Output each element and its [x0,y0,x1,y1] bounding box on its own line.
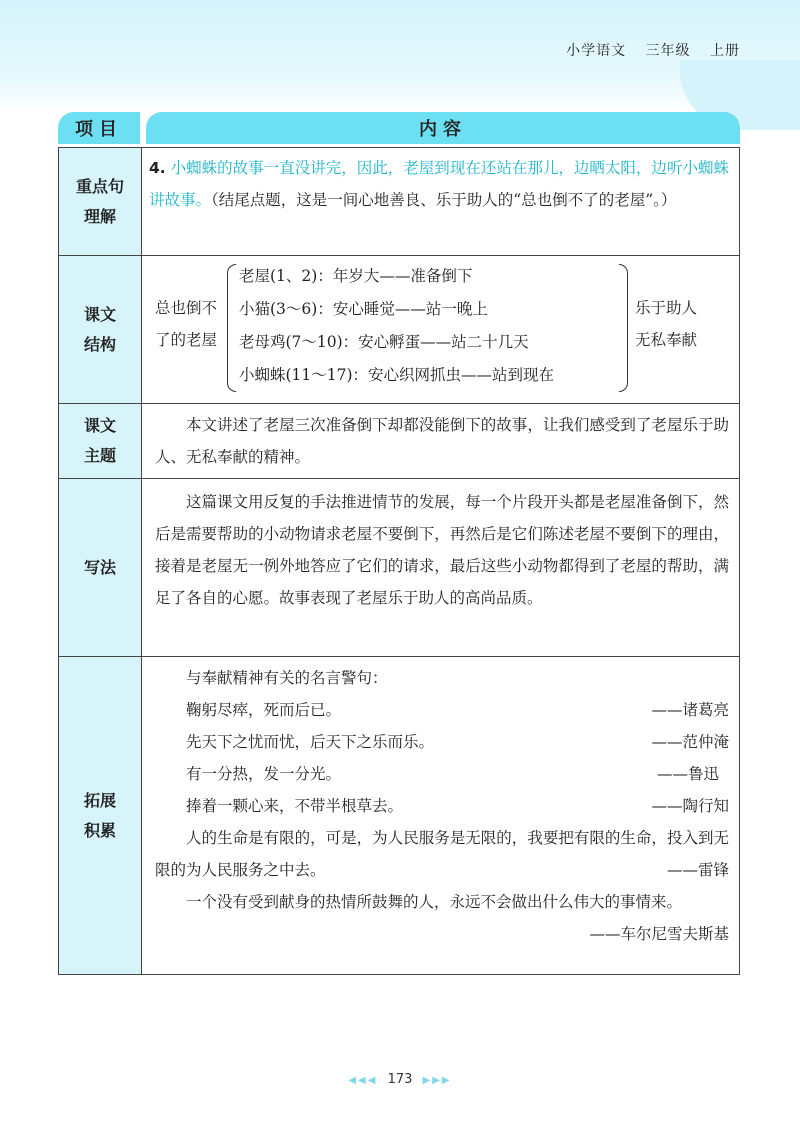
quote-line [155,726,729,758]
row-label-key-sentence [59,148,142,255]
quote-author: ——诸葛亮 [651,701,729,719]
structure-diagram [155,256,729,403]
quote-author: ——鲁迅 [656,765,719,783]
long-quote-text: 人的生命是有限的，可是，为人民服务是无限的，我要把有限的生命，投入到无限的为人民服务之中去。 [155,829,729,879]
book-info [552,40,740,60]
writing-content [155,486,729,656]
quote-author: ——范仲淹 [651,733,729,751]
table-header-content-label: 内容 [419,119,467,140]
long-quote-text: 一个没有受到献身的热情所鼓舞的人，永远不会做出什么伟大的事情来。 [186,893,683,911]
structure-item: 老母鸡(7～10)：安心孵蛋——站二十几天 [239,333,529,351]
table-row [59,255,739,403]
quote-line [155,694,729,726]
label-line: 结构 [83,334,116,354]
highlight-sentence: 小蜘蛛的故事一直没讲完，因此，老屋到现在还站在那儿，边晒太阳，边听小蜘蛛讲故事。 [149,159,729,209]
theme-content [155,409,729,478]
structure-summary-line: 乐于助人 [635,299,698,317]
structure-item: 小蜘蛛(11～17)：安心织网抓虫——站到现在 [239,366,555,384]
label-line: 理解 [83,206,116,226]
long-quote-author: ——车尔尼雪夫斯基 [589,925,729,943]
right-brace [619,264,628,392]
writing-text: 这篇课文用反复的手法推进情节的发展，每一个片段开头都是老屋准备倒下，然后是需要帮助的小动物请求老屋不要倒下，再然后是它们陈述老屋不要倒下的理由，接着是老屋无一例外地答应了它们的请求，最后这些小动物都得到了老屋的帮助，满足了各自的心愿。故事表现了老屋乐于助人的高尚品质。 [155,493,729,607]
long-quote-author: ——雷锋 [666,861,729,879]
table-row [59,656,739,974]
volume-label: 上册 [710,43,740,59]
structure-summary-line: 无私奉献 [635,331,698,349]
structure-summary [635,292,697,356]
table-row [59,478,739,656]
label-line: 重点句 [75,176,124,196]
structure-title-line: 了的老屋 [155,331,218,349]
label-line: 拓展 [83,790,116,810]
structure-item: 小猫(3～6)：安心睡觉——站一晚上 [239,300,488,318]
label-line: 写法 [83,557,116,577]
quote-line [155,790,729,822]
left-arrows-icon: ◀◀◀ [348,1075,378,1086]
item-number: 4. [149,159,166,177]
row-label-writing [59,479,142,656]
label-line: 积累 [83,820,116,840]
quote-text: 先天下之忧而忧，后天下之乐而乐。 [186,733,435,751]
row-label-extension [59,657,142,974]
page-number: 173 [387,1072,413,1087]
sentence-explanation: （结尾点题，这是一间心地善良、乐于助人的“总也倒不了的老屋”。） [211,191,677,209]
long-quote [155,822,729,886]
structure-title [155,292,217,356]
row-label-theme [59,404,142,478]
label-line: 主题 [83,446,116,465]
label-line: 课文 [83,304,116,324]
quote-text: 有一分热，发一分光。 [186,765,342,783]
quote-author: ——陶行知 [651,797,729,815]
long-quote [155,886,729,943]
key-sentence-content [149,152,729,255]
quote-line [155,758,729,790]
extension-intro: 与奉献精神有关的名言警句： [186,669,388,687]
subject-label: 小学语文 [566,43,627,59]
extension-content [155,662,729,974]
left-brace [227,264,236,392]
quote-text: 鞠躬尽瘁，死而后已。 [186,701,342,719]
structure-items [239,260,554,392]
table-row [59,403,739,478]
table-header-content [146,112,740,144]
table-header-item-label: 项目 [75,119,123,140]
table-header-item [58,112,140,144]
theme-text: 本文讲述了老屋三次准备倒下却都没能倒下的故事，让我们感受到了老屋乐于助人、无私奉献的精神。 [155,416,729,466]
quote-text: 捧着一颗心来，不带半根草去。 [186,797,404,815]
content-table [58,147,740,975]
table-row [59,148,739,255]
row-label-structure [59,256,142,403]
structure-title-line: 总也倒不 [155,299,218,317]
grade-label: 三年级 [645,43,691,59]
page-footer [0,1072,800,1087]
right-arrows-icon: ▶▶▶ [422,1075,452,1086]
label-line: 课文 [83,416,116,435]
structure-item: 老屋(1、2)：年岁大——准备倒下 [239,267,473,285]
